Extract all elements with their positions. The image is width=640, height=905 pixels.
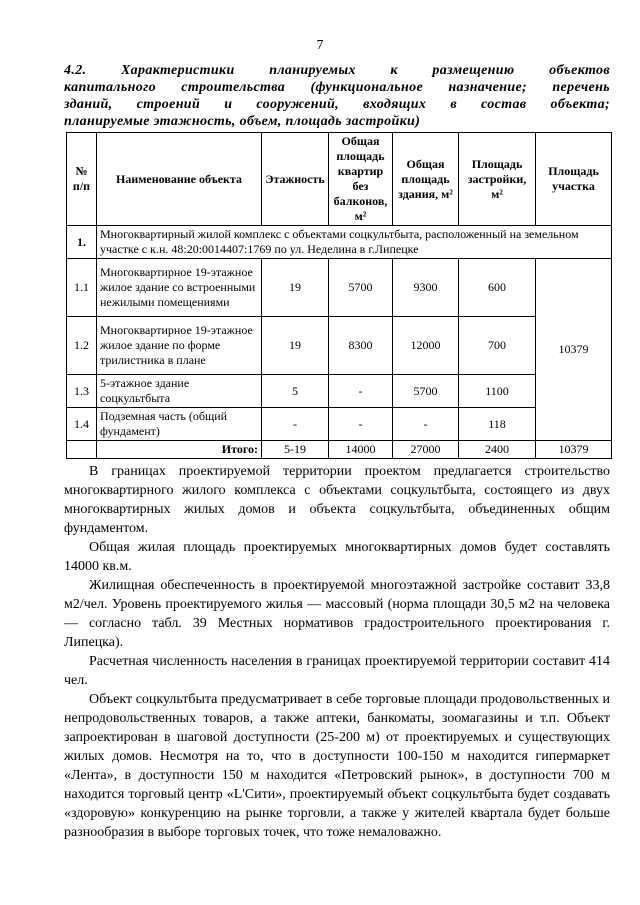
cell-name: 5-этажное здание соцкультбыта bbox=[97, 375, 262, 408]
cell-plot: 10379 bbox=[536, 259, 612, 441]
paragraph: Жилищная обеспеченность в проектируемой многоэтажной застройке составит 33,8 м2/чел. Уровень проектируемого жилья — массовый (норма площади 30,5 м2 на человека — согласно табл. 39 Местных нормативов градостроительного проектирования г. Липецка). bbox=[64, 578, 610, 650]
cell-group-text: Многоквартирный жилой комплекс с объектами соцкультбыта, расположенный на земельном участке с к.н. 48:20:0014407:1769 по ул. Неделина в г.Липецке bbox=[97, 226, 612, 259]
cell-total-floors: 5-19 bbox=[262, 441, 329, 459]
cell-name: Подземная часть (общий фундамент) bbox=[97, 408, 262, 441]
table-total-row bbox=[67, 441, 612, 459]
heading-line: планируемые этажность, объем, площадь застройки) bbox=[64, 114, 421, 129]
page-number: 7 bbox=[316, 38, 324, 53]
cell-num: 1.2 bbox=[67, 317, 97, 375]
cell-footprint: 1100 bbox=[459, 375, 536, 408]
paragraph: Расчетная численность населения в границах проектируемой территории составит 414 чел. bbox=[64, 654, 610, 688]
col-header-bld-area: Общая площадь здания, м² bbox=[393, 133, 459, 226]
cell-bld: 9300 bbox=[393, 259, 459, 317]
cell-floors: 19 bbox=[262, 259, 329, 317]
heading-line: зданий, строений и сооружений, входящих в состав объекта; bbox=[64, 97, 610, 112]
col-header-footprint: Площадь застройки, м² bbox=[459, 133, 536, 226]
table-row bbox=[67, 375, 612, 408]
cell-footprint: 600 bbox=[459, 259, 536, 317]
body-text bbox=[64, 462, 610, 842]
cell-total-footprint: 2400 bbox=[459, 441, 536, 459]
section-heading bbox=[64, 62, 610, 130]
cell-apt: 5700 bbox=[329, 259, 393, 317]
cell-footprint: 118 bbox=[459, 408, 536, 441]
cell-total-plot: 10379 bbox=[536, 441, 612, 459]
cell-footprint: 700 bbox=[459, 317, 536, 375]
cell-num: 1.3 bbox=[67, 375, 97, 408]
cell-total-bld: 27000 bbox=[393, 441, 459, 459]
objects-table bbox=[66, 132, 612, 459]
cell-apt: - bbox=[329, 408, 393, 441]
cell-floors: 5 bbox=[262, 375, 329, 408]
cell-floors: 19 bbox=[262, 317, 329, 375]
cell-total-label: Итого: bbox=[97, 441, 262, 459]
cell-name: Многоквартирное 19-этажное жилое здание по форме трилистника в плане bbox=[97, 317, 262, 375]
col-header-name: Наименование объекта bbox=[97, 133, 262, 226]
cell-num: 1.1 bbox=[67, 259, 97, 317]
col-header-apt-area: Общая площадь квартир без балконов, м² bbox=[329, 133, 393, 226]
paragraph: В границах проектируемой территории проектом предлагается строительство многоквартирного жилого комплекса с объектами соцкультбыта, состоящего из двух многоквартирных жилых домов и объекта соцкультбыта, объединенных общим фундаментом. bbox=[64, 464, 610, 536]
cell-apt: 8300 bbox=[329, 317, 393, 375]
cell-total-apt: 14000 bbox=[329, 441, 393, 459]
heading-line: капитального строительства (функциональное назначение; перечень bbox=[64, 80, 610, 95]
cell-floors: - bbox=[262, 408, 329, 441]
paragraph: Общая жилая площадь проектируемых многоквартирных домов будет составлять 14000 кв.м. bbox=[64, 540, 610, 574]
table-row bbox=[67, 317, 612, 375]
cell-num: 1.4 bbox=[67, 408, 97, 441]
table-group-row bbox=[67, 226, 612, 259]
paragraph: Объект соцкультбыта предусматривает в себе торговые площади продовольственных и непродовольственных товаров, а также аптеки, банкоматы, зоомагазины и т.п. Объект запроектирован в шаговой доступности (25-200 м) от проектируемых и существующих жилых домов. Несмотря на то, что в доступности 100-150 м находится гипермаркет «Лента», в доступности 150 м находится «Петровский рынок», в доступности 700 м находится торговый центр «L'Сити», проектируемый объект соцкультбыта будет создавать «здоровую» конкуренцию на рынке торговли, а также у жителей квартала будет больше разнообразия в выборе торговых точек, что тоже немаловажно. bbox=[64, 692, 610, 840]
cell-num: 1. bbox=[67, 226, 97, 259]
col-header-floors: Этажность bbox=[262, 133, 329, 226]
cell-bld: - bbox=[393, 408, 459, 441]
cell-name: Многоквартирное 19-этажное жилое здание со встроенными нежилыми помещениями bbox=[97, 259, 262, 317]
cell-bld: 12000 bbox=[393, 317, 459, 375]
col-header-num: № п/п bbox=[67, 133, 97, 226]
cell-bld: 5700 bbox=[393, 375, 459, 408]
heading-line: 4.2. Характеристики планируемых к размещению объектов bbox=[64, 63, 610, 78]
table-header-row bbox=[67, 133, 612, 226]
cell-apt: - bbox=[329, 375, 393, 408]
table-row bbox=[67, 259, 612, 317]
cell-empty bbox=[67, 441, 97, 459]
col-header-plot: Площадь участка bbox=[536, 133, 612, 226]
table-row bbox=[67, 408, 612, 441]
